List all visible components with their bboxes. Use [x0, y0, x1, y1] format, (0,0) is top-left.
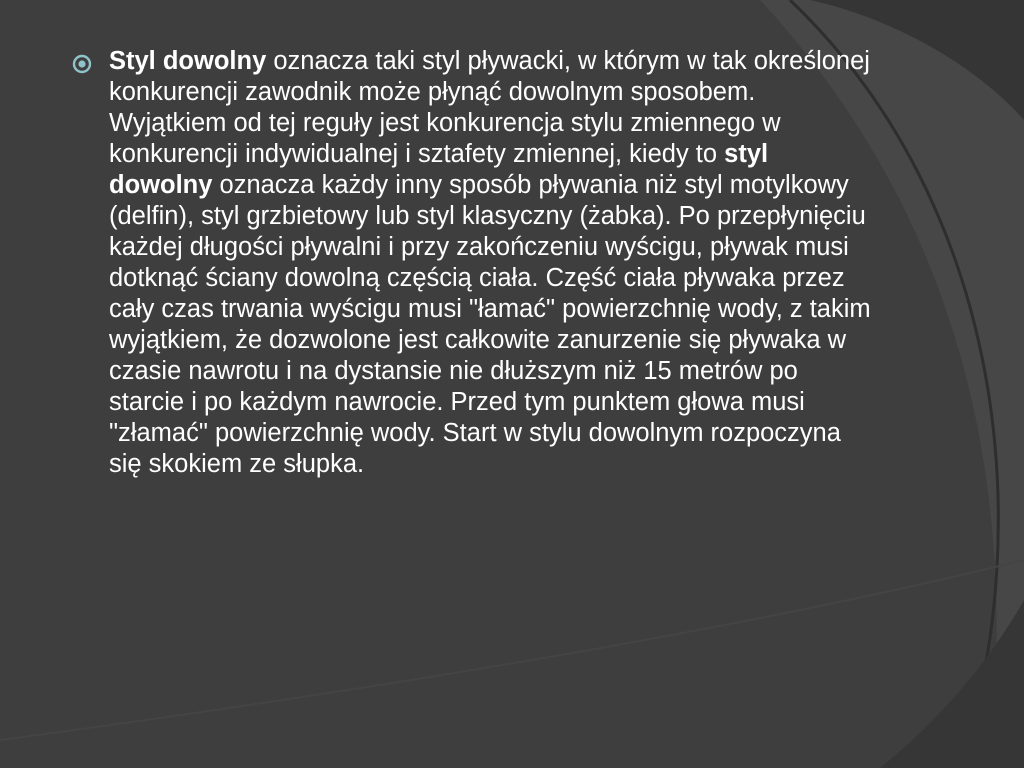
content-area — [72, 46, 872, 480]
bullet-item — [72, 46, 872, 480]
arc-line-2 — [0, 560, 1024, 740]
bold-term-1: Styl dowolny — [109, 47, 267, 75]
paragraph-part-2: oznacza każdy inny sposób pływania niż styl motylkowy (delfin), styl grzbietowy lub styl klasyczny (żabka). Po przepłynięciu każdej długości pływalni i przy zakończeniu wyścigu, pływak musi dotknąć ściany dowolną częścią ciała. Część ciała pływaka przez cały czas trwania wyścigu musi "łamać" powierzchnię wody, z takim wyjątkiem, że dozwolone jest całkowite zanurzenie się pływaka w czasie nawrotu i na dystansie nie dłuższym niż 15 metrów po starcie i po każdym nawrocie. Przed tym punktem głowa musi "złamać" powierzchnię wody. Start w stylu dowolnym rozpoczyna się skokiem ze słupka. — [109, 171, 871, 478]
ring-bullet-icon — [72, 54, 92, 74]
paragraph-part-1: oznacza taki styl pływacki, w którym w tak określonej konkurencji zawodnik może płynąć dowolnym sposobem. Wyjątkiem od tej reguły jest konkurencja stylu zmiennego w konkurencji indywidualnej i sztafety zmiennej, kiedy to — [109, 47, 870, 168]
paragraph-text — [109, 46, 872, 480]
bold-term-2: styl dowolny — [109, 140, 769, 199]
